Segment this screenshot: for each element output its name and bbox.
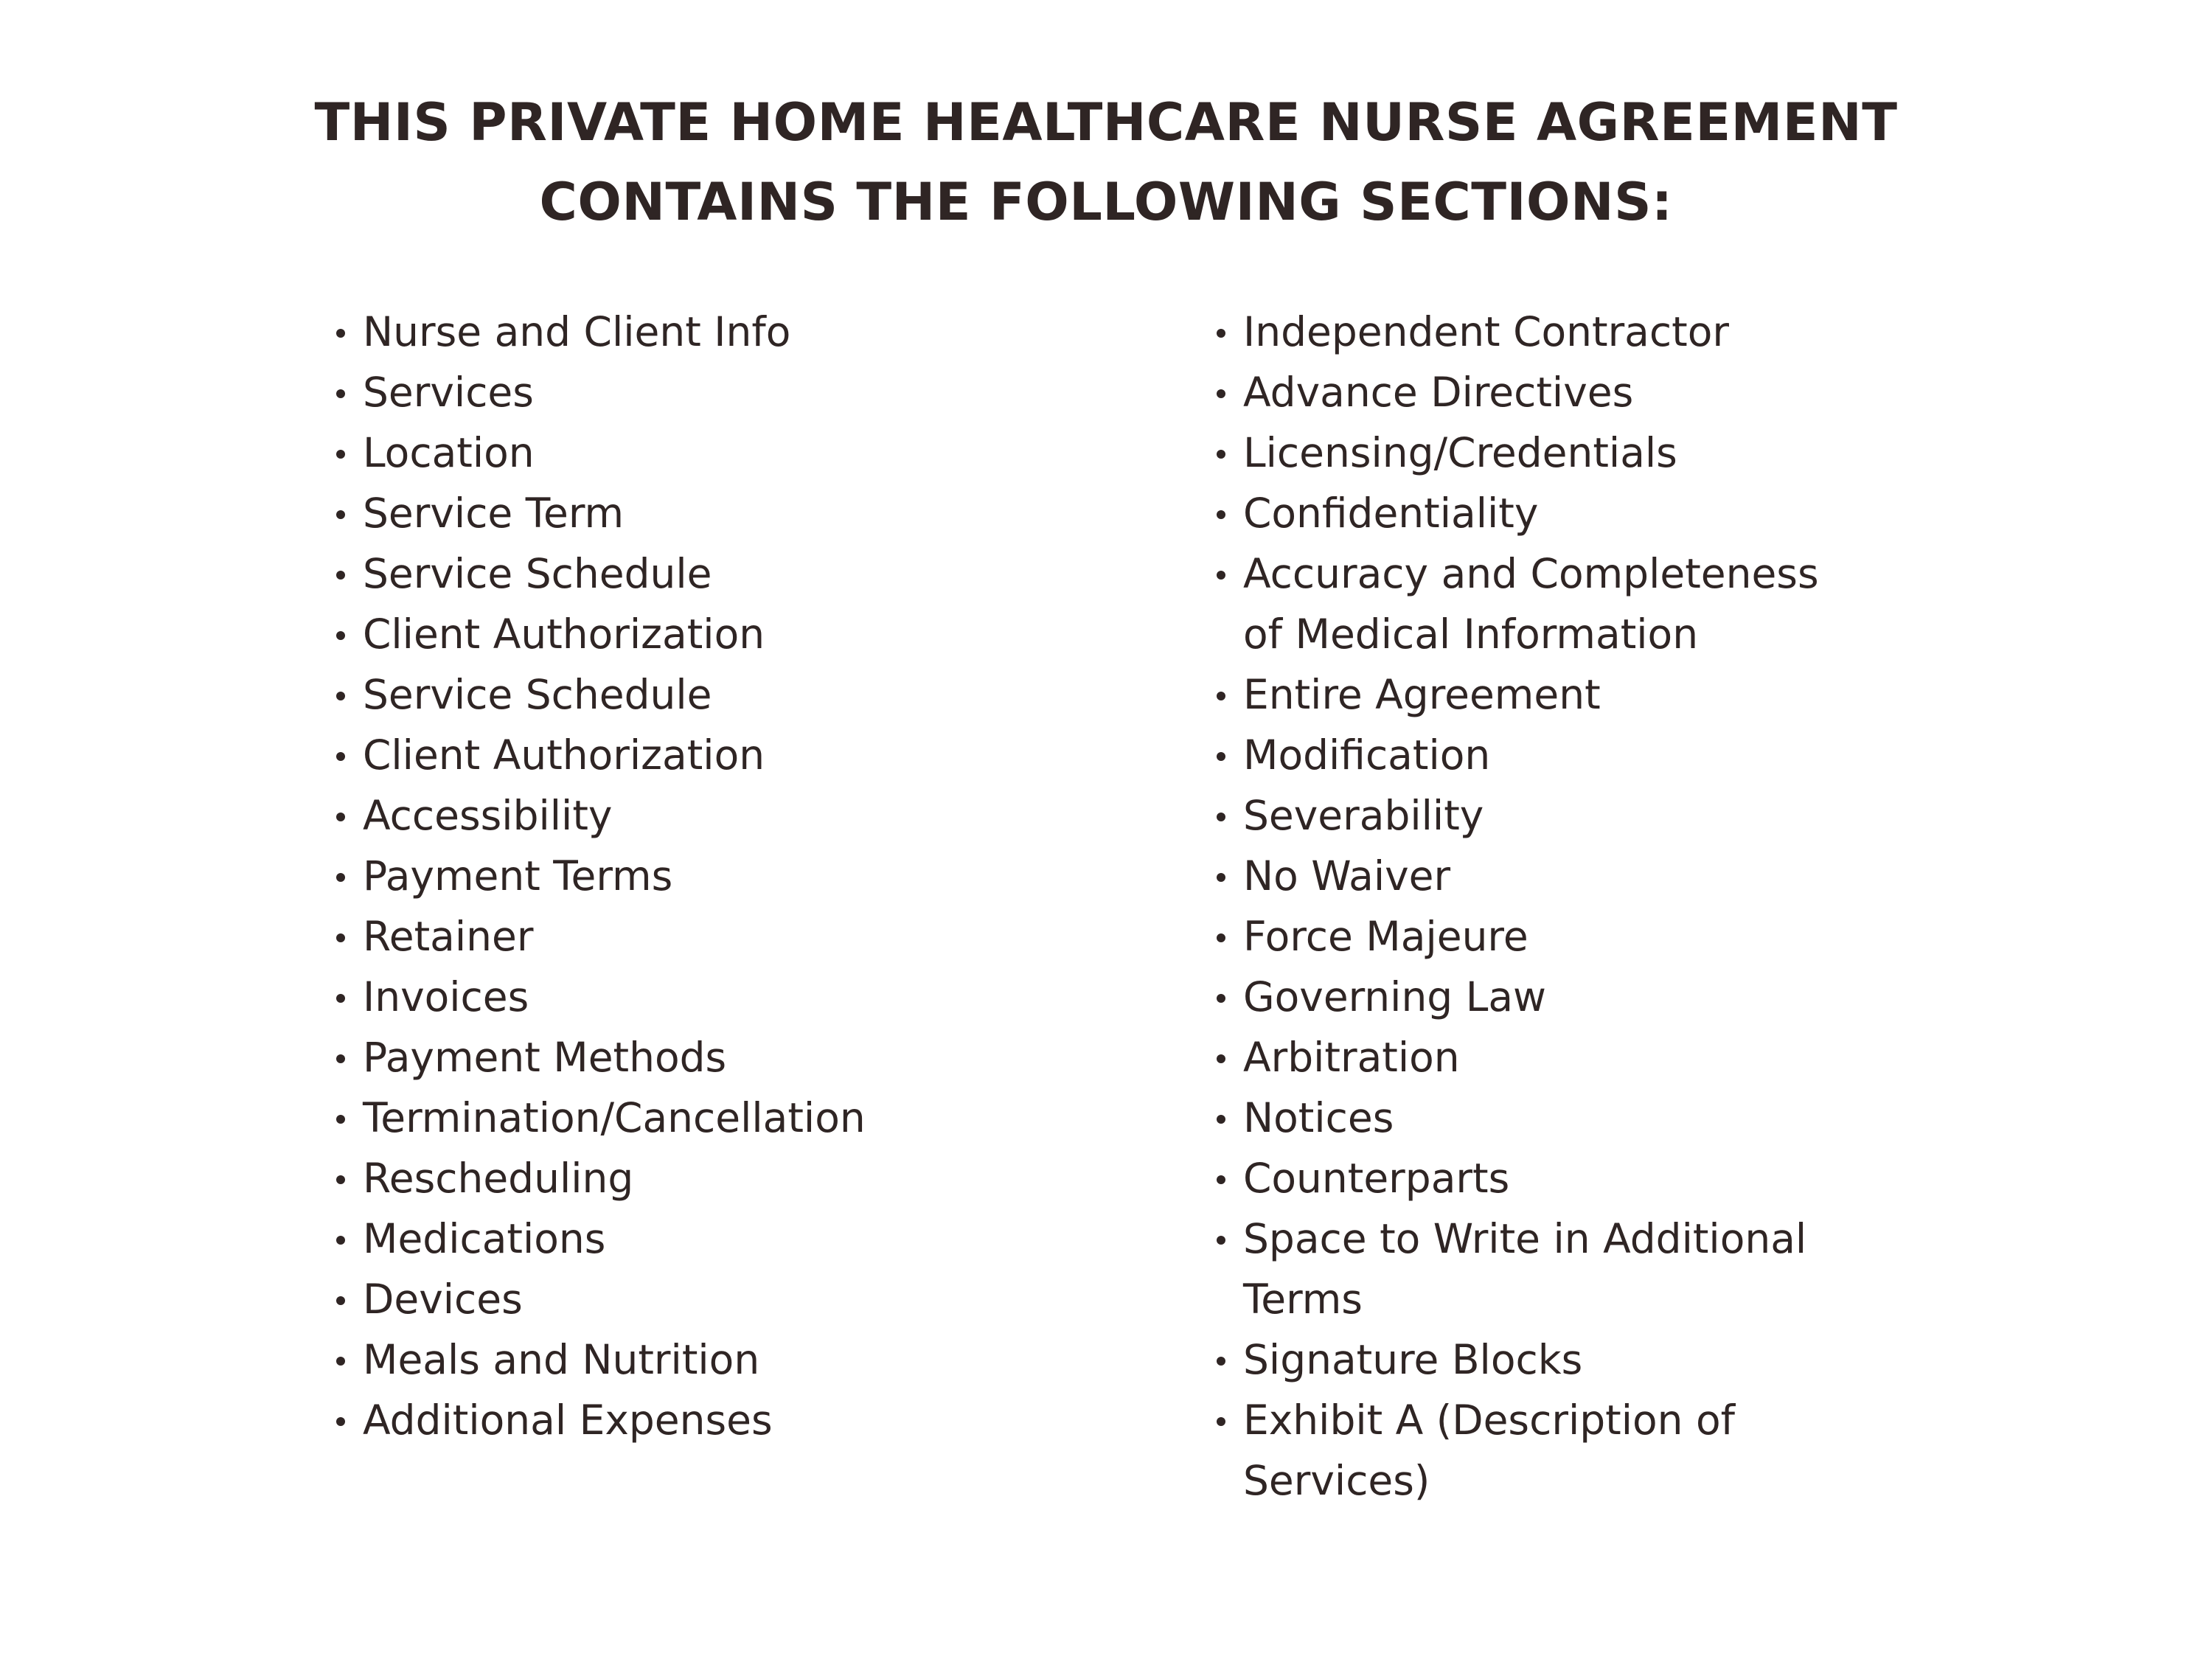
bullet-icon bbox=[336, 692, 345, 700]
bullet-icon bbox=[336, 1175, 345, 1184]
bullet-icon bbox=[1217, 389, 1225, 398]
bullet-icon bbox=[336, 752, 345, 761]
bullet-icon bbox=[1217, 1054, 1225, 1063]
bullet-icon bbox=[1217, 1417, 1225, 1426]
bullet-icon bbox=[1217, 873, 1225, 882]
bullet-icon bbox=[336, 933, 345, 942]
bullet-icon bbox=[1217, 1357, 1225, 1366]
bullet-icon bbox=[336, 329, 345, 338]
list-item: Payment Terms bbox=[329, 846, 866, 906]
list-item: Accessibility bbox=[329, 785, 866, 846]
list-item: Meals and Nutrition bbox=[329, 1329, 866, 1390]
bullet-icon bbox=[336, 389, 345, 398]
list-item: Location bbox=[329, 422, 866, 483]
list-item: Payment Methods bbox=[329, 1027, 866, 1088]
bullet-icon bbox=[1217, 1115, 1225, 1124]
bullet-icon bbox=[336, 1054, 345, 1063]
bullet-icon bbox=[336, 571, 345, 580]
list-item: Independent Contractor bbox=[1209, 302, 1819, 362]
list-item: Exhibit A (Description of Services) bbox=[1209, 1390, 1819, 1511]
bullet-icon bbox=[336, 994, 345, 1003]
list-item: Space to Write in Additional Terms bbox=[1209, 1208, 1819, 1329]
bullet-icon bbox=[1217, 510, 1225, 519]
bullet-icon bbox=[1217, 329, 1225, 338]
bullet-icon bbox=[336, 1417, 345, 1426]
list-item: Signature Blocks bbox=[1209, 1329, 1819, 1390]
bullet-icon bbox=[336, 1357, 345, 1366]
list-item: Arbitration bbox=[1209, 1027, 1819, 1088]
list-item: Governing Law bbox=[1209, 967, 1819, 1027]
bullet-icon bbox=[1217, 933, 1225, 942]
bullet-icon bbox=[336, 510, 345, 519]
bullet-icon bbox=[336, 1236, 345, 1245]
bullet-icon bbox=[1217, 752, 1225, 761]
bullet-icon bbox=[1217, 813, 1225, 821]
list-item: Entire Agreement bbox=[1209, 664, 1819, 725]
bullet-icon bbox=[1217, 1236, 1225, 1245]
list-item: Services bbox=[329, 362, 866, 422]
list-item: Confidentiality bbox=[1209, 483, 1819, 543]
bullet-icon bbox=[1217, 450, 1225, 459]
list-item: Retainer bbox=[329, 906, 866, 967]
list-item: Invoices bbox=[329, 967, 866, 1027]
list-item: No Waiver bbox=[1209, 846, 1819, 906]
bullet-icon bbox=[336, 1115, 345, 1124]
list-item: Force Majeure bbox=[1209, 906, 1819, 967]
bullet-icon bbox=[336, 450, 345, 459]
list-item: Service Schedule bbox=[329, 664, 866, 725]
title-line-1: THIS PRIVATE HOME HEALTHCARE NURSE AGREEMENT bbox=[314, 92, 1898, 153]
bullet-icon bbox=[336, 1296, 345, 1305]
list-item: Modification bbox=[1209, 725, 1819, 785]
list-item: Notices bbox=[1209, 1088, 1819, 1148]
bullet-icon bbox=[336, 873, 345, 882]
list-item: Service Schedule bbox=[329, 543, 866, 604]
document-title bbox=[0, 83, 2212, 242]
bullet-icon bbox=[1217, 692, 1225, 700]
bullet-icon bbox=[336, 631, 345, 640]
sections-list-right bbox=[1209, 302, 1819, 1511]
list-item: Licensing/Credentials bbox=[1209, 422, 1819, 483]
list-item: Advance Directives bbox=[1209, 362, 1819, 422]
list-item: Client Authorization bbox=[329, 725, 866, 785]
bullet-icon bbox=[336, 813, 345, 821]
list-item: Client Authorization bbox=[329, 604, 866, 664]
list-item: Medications bbox=[329, 1208, 866, 1269]
bullet-icon bbox=[1217, 1175, 1225, 1184]
list-item: Devices bbox=[329, 1269, 866, 1329]
list-item: Severability bbox=[1209, 785, 1819, 846]
title-line-2: CONTAINS THE FOLLOWING SECTIONS: bbox=[539, 172, 1673, 232]
list-item: Nurse and Client Info bbox=[329, 302, 866, 362]
list-item: Rescheduling bbox=[329, 1148, 866, 1208]
list-item: Service Term bbox=[329, 483, 866, 543]
list-item: Accuracy and Completeness of Medical Information bbox=[1209, 543, 1819, 664]
bullet-icon bbox=[1217, 994, 1225, 1003]
list-item: Counterparts bbox=[1209, 1148, 1819, 1208]
bullet-icon bbox=[1217, 571, 1225, 580]
list-item: Termination/Cancellation bbox=[329, 1088, 866, 1148]
list-item: Additional Expenses bbox=[329, 1390, 866, 1450]
sections-list-left bbox=[329, 302, 866, 1450]
